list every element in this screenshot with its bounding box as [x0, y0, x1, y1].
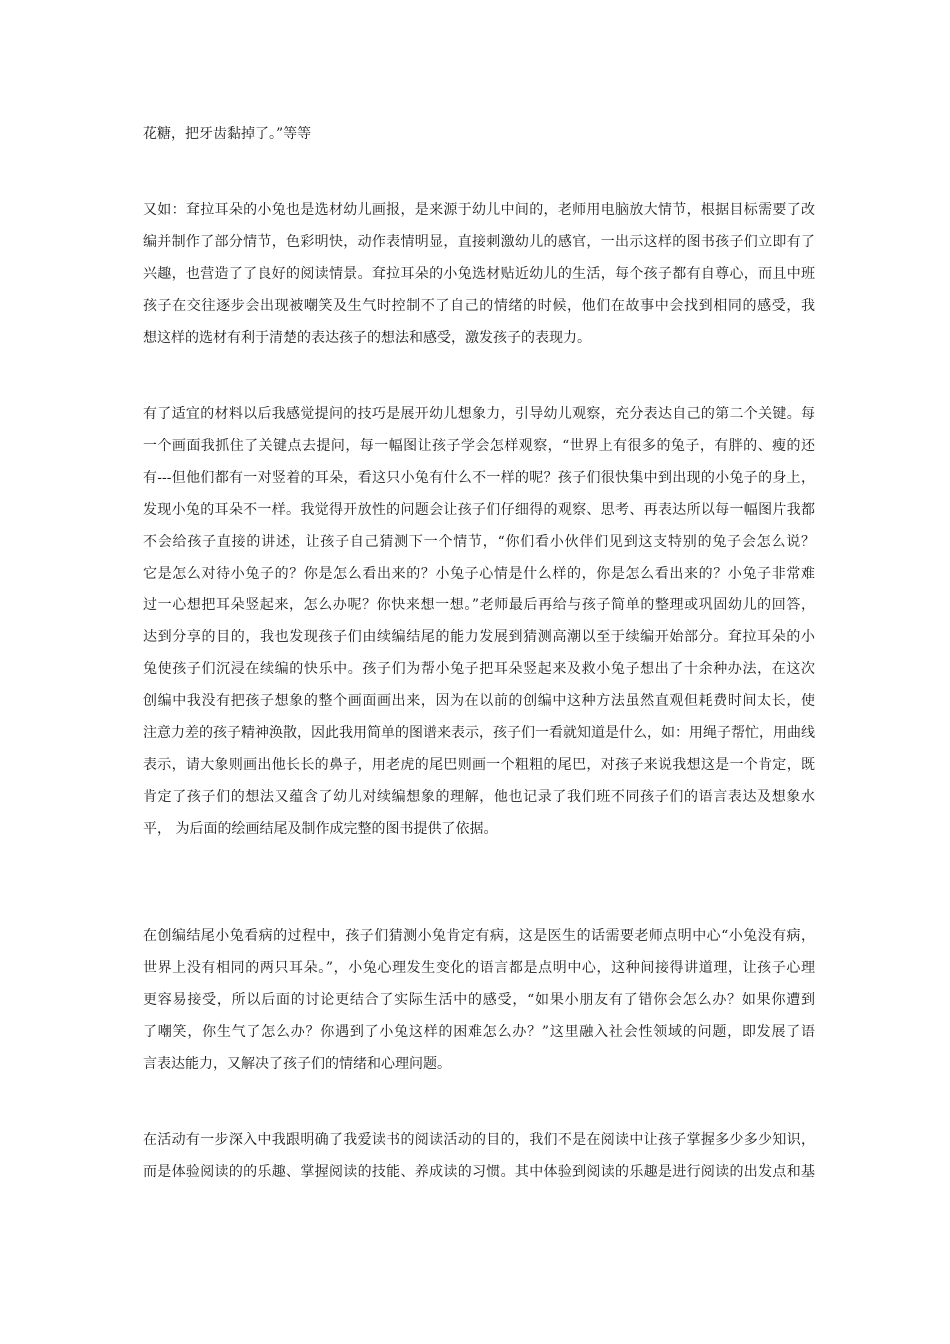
paragraph-line: 表示，请大象则画出他长长的鼻子，用老虎的尾巴则画一个粗粗的尾巴，对孩子来说我想这是一个肯定，既 [143, 756, 815, 773]
paragraph-line: 想这样的选材有利于清楚的表达孩子的想法和感受，激发孩子的表现力。 [143, 329, 591, 346]
paragraph-line: 它是怎么对待小兔子的？你是怎么看出来的？小兔子心情是什么样的，你是怎么看出来的？小兔子非常难 [143, 565, 815, 582]
paragraph-line: 在活动有一步深入中我跟明确了我爱读书的阅读活动的目的，我们不是在阅读中让孩子掌握多少多少知识， [143, 1132, 815, 1148]
paragraph-line: 编并制作了部分情节，色彩明快，动作表情明显，直接刺激幼儿的感官，一出示这样的图书孩子们立即有了 [143, 233, 815, 250]
paragraph-line: 孩子在交往逐步会出现被嘲笑及生气时控制不了自己的情绪的时候，他们在故事中会找到相同的感受，我 [143, 297, 815, 314]
paragraph-line: 有---但他们都有一对竖着的耳朵，看这只小兔有什么不一样的呢？孩子们很快集中到出现的小兔子的身上， [143, 469, 815, 486]
paragraph-line: 世界上没有相同的两只耳朵。”，小兔心理发生变化的语言都是点明中心，这种间接得讲道理，让孩子心理 [143, 959, 815, 976]
paragraph-line: 肯定了孩子们的想法又蕴含了幼儿对续编想象的理解，他也记录了我们班不同孩子们的语言表达及想象水 [143, 788, 815, 805]
paragraph-line: 又如：耷拉耳朵的小兔也是选材幼儿画报，是来源于幼儿中间的，老师用电脑放大情节，根据目标需要了改 [143, 202, 815, 218]
paragraph-line: 创编中我没有把孩子想象的整个画面画出来，因为在以前的创编中这种方法虽然直观但耗费时间太长，使 [143, 693, 815, 710]
paragraph-line: 在创编结尾小兔看病的过程中，孩子们猜测小兔肯定有病，这是医生的话需要老师点明中心“小兔没有病， [143, 928, 815, 944]
paragraph-line: 达到分享的目的，我也发现孩子们由续编结尾的能力发展到猜测高潮以至于续编开始部分。耷拉耳朵的小 [143, 629, 815, 646]
paragraph-line: 言表达能力，又解决了孩子们的情绪和心理问题。 [143, 1055, 451, 1072]
paragraph-line: 过一心想把耳朵竖起来，怎么办呢？你快来想一想。”老师最后再给与孩子简单的整理或巩固幼儿的回答， [143, 597, 815, 614]
paragraph-line: 花糖，把牙齿黏掉了。”等等 [143, 126, 312, 142]
paragraph-line: 发现小兔的耳朵不一样。我觉得开放性的问题会让孩子们仔细得的观察、思考、再表达所以每一幅图片我都 [143, 501, 815, 518]
paragraph-line: 一个画面我抓住了关键点去提问，每一幅图让孩子学会怎样观察，“世界上有很多的兔子，有胖的、瘦的还 [143, 437, 815, 454]
paragraph-line: 了嘲笑，你生气了怎么办？你遇到了小兔这样的困难怎么办？”这里融入社会性领域的问题，即发展了语 [143, 1023, 815, 1040]
paragraph-line: 有了适宜的材料以后我感觉提问的技巧是展开幼儿想象力，引导幼儿观察，充分表达自己的第二个关键。每 [143, 406, 815, 422]
paragraph-line: 不会给孩子直接的讲述，让孩子自己猜测下一个情节，“你们看小伙伴们见到这支特别的兔子会怎么说？ [143, 533, 815, 550]
paragraph-3 [143, 399, 815, 846]
paragraph-1 [143, 119, 815, 151]
paragraph-line: 而是体验阅读的的乐趣、掌握阅读的技能、养成读的习惯。其中体验到阅读的乐趣是进行阅读的出发点和基 [143, 1163, 815, 1180]
paragraph-line: 兔使孩子们沉浸在续编的快乐中。孩子们为帮小兔子把耳朵竖起来及救小兔子想出了十余种办法，在这次 [143, 661, 815, 678]
paragraph-2 [143, 195, 815, 355]
paragraph-line: 平， 为后面的绘画结尾及制作成完整的图书提供了依据。 [143, 820, 498, 837]
paragraph-4 [143, 921, 815, 1081]
paragraph-line: 注意力差的孩子精神涣散，因此我用简单的图谱来表示，孩子们一看就知道是什么，如：用绳子帮忙，用曲线 [143, 725, 815, 742]
paragraph-5 [143, 1125, 815, 1189]
paragraph-line: 兴趣，也营造了了良好的阅读情景。耷拉耳朵的小兔选材贴近幼儿的生活，每个孩子都有自尊心，而且中班 [143, 265, 815, 282]
paragraph-line: 更容易接受，所以后面的讨论更结合了实际生活中的感受，“如果小朋友有了错你会怎么办？如果你遭到 [143, 991, 815, 1008]
